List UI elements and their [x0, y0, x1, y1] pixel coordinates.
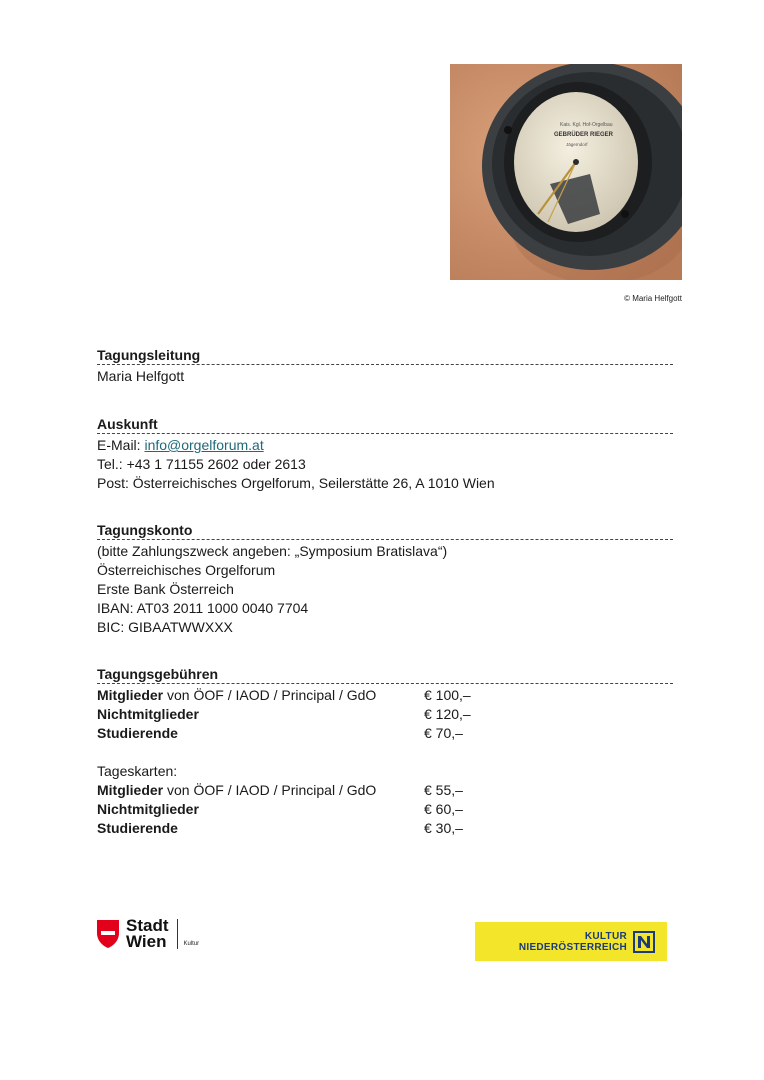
- wien-line1: Stadt: [126, 916, 169, 935]
- email-label: E-Mail:: [97, 437, 145, 453]
- noe-n-icon: [633, 931, 655, 953]
- fee-category: Nichtmitglieder: [97, 706, 199, 722]
- fee-category: Nichtmitglieder: [97, 801, 199, 817]
- section-auskunft: [97, 415, 673, 493]
- fee-price: € 70,–: [424, 725, 463, 741]
- fee-label: [97, 819, 424, 838]
- konto-line: (bitte Zahlungszweck angeben: „Symposium Bratislava“): [97, 543, 448, 559]
- spacer: [97, 743, 673, 762]
- fee-label: [97, 686, 424, 705]
- konto-line: Österreichisches Orgelforum: [97, 562, 276, 578]
- wien-shield-icon: [96, 919, 120, 949]
- fee-detail: von ÖOF / IAOD / Principal / GdO: [163, 687, 377, 703]
- gauge-text-1: Kais. Kgl. Hof-Orgelbau: [560, 122, 613, 128]
- noe-wordmark: [519, 931, 627, 953]
- section-title: Tagungsleitung: [97, 346, 673, 365]
- fee-row: [97, 705, 673, 724]
- fee-category: Mitglieder: [97, 687, 164, 703]
- organ-gauge-photo: [450, 64, 682, 280]
- tel-line: Tel.: +43 1 71155 2602 oder 2613: [97, 456, 306, 472]
- wien-line2: Wien: [126, 932, 167, 951]
- fee-row: [97, 724, 673, 743]
- fee-label: [97, 705, 424, 724]
- day-ticket-title: Tageskarten:: [97, 763, 178, 779]
- konto-line: BIC: GIBAATWWXXX: [97, 619, 233, 635]
- section-tagungsleitung: [97, 346, 673, 386]
- noe-line1: KULTUR: [584, 930, 627, 942]
- fee-category: Studierende: [97, 820, 178, 836]
- day-fee-row: [97, 781, 673, 800]
- section-title: Auskunft: [97, 415, 673, 434]
- fee-price: € 30,–: [424, 820, 463, 836]
- post-line: Post: Österreichisches Orgelforum, Seilerstätte 26, A 1010 Wien: [97, 475, 495, 491]
- section-tagungsgebuehren: [97, 665, 673, 838]
- konto-line: IBAN: AT03 2011 1000 0040 7704: [97, 600, 309, 616]
- fee-category: Mitglieder: [97, 782, 164, 798]
- gauge-text-2: GEBRÜDER RIEGER: [554, 132, 614, 138]
- fee-label: [97, 800, 424, 819]
- day-fee-row: [97, 800, 673, 819]
- fee-detail: von ÖOF / IAOD / Principal / GdO: [163, 782, 377, 798]
- fee-label: [97, 781, 424, 800]
- wien-kultur-label: Kultur: [183, 941, 200, 947]
- email-link[interactable]: info@orgelforum.at: [144, 437, 264, 453]
- fee-label: [97, 724, 424, 743]
- wien-divider: [177, 919, 178, 949]
- konto-line: Erste Bank Österreich: [97, 581, 234, 597]
- fee-price: € 120,–: [424, 706, 471, 722]
- stadt-wien-logo: [96, 916, 216, 952]
- leitung-name: Maria Helfgott: [97, 368, 185, 384]
- section-title: Tagungsgebühren: [97, 665, 673, 684]
- noe-line2: NIEDERÖSTERREICH: [518, 941, 627, 953]
- fee-price: € 55,–: [424, 782, 463, 798]
- fee-category: Studierende: [97, 725, 178, 741]
- fee-price: € 100,–: [424, 687, 471, 703]
- day-fee-row: [97, 819, 673, 838]
- photo-credit: © Maria Helfgott: [624, 294, 682, 303]
- kultur-noe-logo: [475, 922, 667, 961]
- fee-row: [97, 686, 673, 705]
- gauge-text-3: Jägerndorf: [566, 142, 588, 147]
- wien-wordmark: [126, 918, 169, 950]
- section-tagungskonto: [97, 521, 673, 637]
- section-title: Tagungskonto: [97, 521, 673, 540]
- email-line: [97, 436, 673, 455]
- fee-price: € 60,–: [424, 801, 463, 817]
